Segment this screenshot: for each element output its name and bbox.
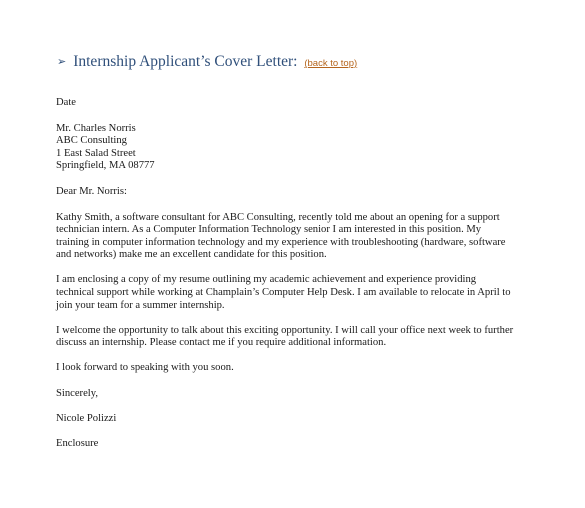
enclosure-note: Enclosure xyxy=(56,437,99,449)
paragraph-line: technical support while working at Champlain’s Computer Help Desk. I am available to relocate in April to xyxy=(56,287,511,299)
body-paragraph-2 xyxy=(56,274,546,312)
paragraph-line: discuss an internship. Please contact me if you require additional information. xyxy=(56,337,387,349)
arrow-bullet-icon: ➢ xyxy=(57,55,67,68)
paragraph-line: technician intern. As a Computer Information Technology senior I am interested in this position. My xyxy=(56,224,482,236)
recipient-address xyxy=(56,123,546,173)
address-line: Springfield, MA 08777 xyxy=(56,160,155,172)
address-line: 1 East Salad Street xyxy=(56,147,136,159)
body-paragraph-1 xyxy=(56,212,546,262)
sign-off: Sincerely, xyxy=(56,387,98,399)
cover-letter xyxy=(56,97,546,450)
paragraph-line: and networks) make me an excellent candidate for this position. xyxy=(56,249,327,261)
signature-name: Nicole Polizzi xyxy=(56,412,117,424)
paragraph-line: training in computer information technology and my experience with troubleshooting (hardware, software xyxy=(56,236,506,248)
address-line: ABC Consulting xyxy=(56,135,127,147)
paragraph-line: I welcome the opportunity to talk about this exciting opportunity. I will call your office next week to further xyxy=(56,324,514,336)
paragraph-line: join your team for a summer internship. xyxy=(56,299,225,311)
section-title: Internship Applicant’s Cover Letter: xyxy=(73,53,298,70)
back-to-top-link[interactable]: (back to top) xyxy=(304,58,358,69)
paragraph-line: Kathy Smith, a software consultant for ABC Consulting, recently told me about an opening for a support xyxy=(56,211,500,223)
section-heading xyxy=(57,52,357,74)
paragraph-line: I am enclosing a copy of my resume outlining my academic achievement and experience providing xyxy=(56,274,477,286)
body-paragraph-3 xyxy=(56,325,546,350)
letter-date: Date xyxy=(56,97,76,108)
address-line: Mr. Charles Norris xyxy=(56,122,136,134)
salutation: Dear Mr. Norris: xyxy=(56,185,127,197)
closing-line: I look forward to speaking with you soon. xyxy=(56,362,234,374)
